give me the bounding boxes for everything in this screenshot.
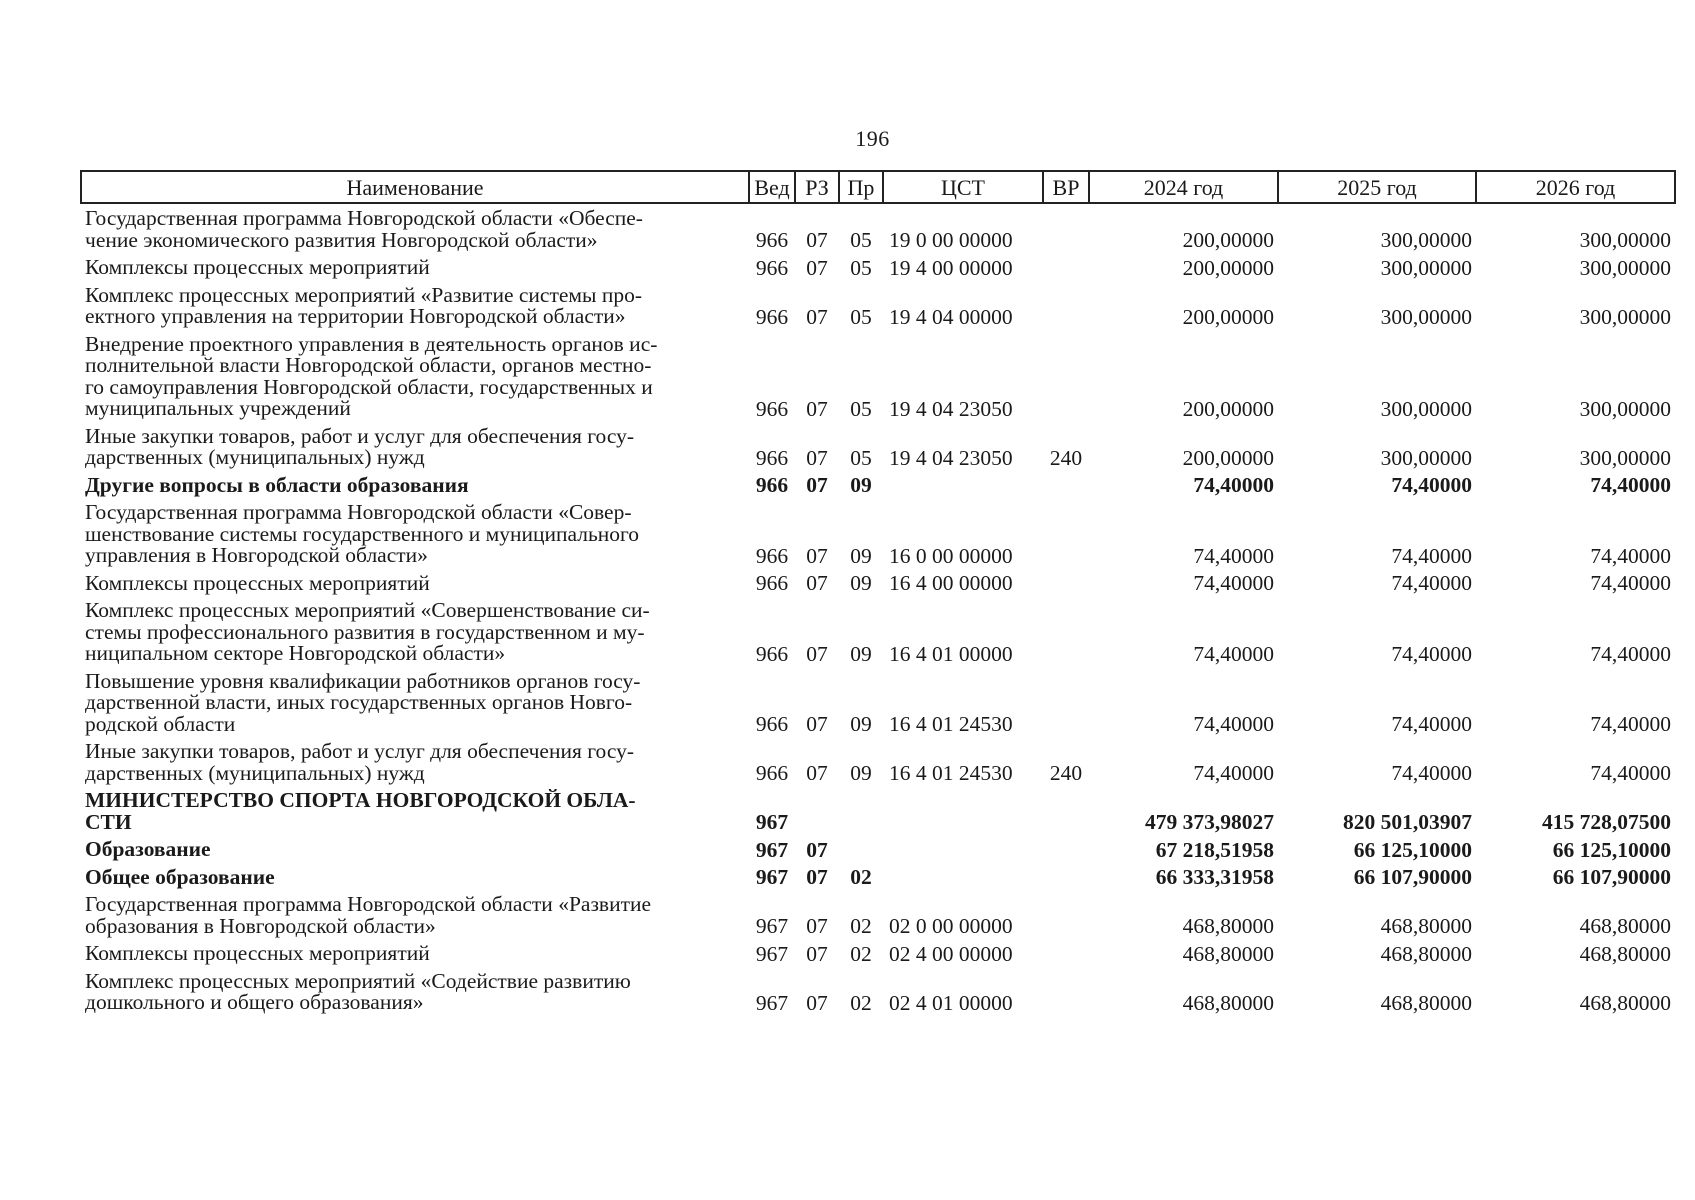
cell-ved: 966 — [755, 304, 789, 329]
table-row — [81, 281, 1675, 330]
cell-2026: 74,40000 — [1590, 641, 1671, 666]
cell-cst: 19 0 00 00000 — [889, 228, 1013, 252]
cell-cst: 02 4 00 00000 — [889, 941, 1013, 966]
cell-rz: 07 — [806, 865, 828, 889]
cell-name — [81, 890, 749, 939]
cell-2024: 74,40000 — [1193, 473, 1274, 497]
cell-2026: 300,00000 — [1579, 445, 1671, 470]
page-number: 196 — [855, 126, 890, 151]
cell-vr — [1043, 786, 1089, 835]
cell-2024: 200,00000 — [1182, 396, 1274, 421]
cell-ved: 966 — [755, 228, 789, 252]
cell-name-line: го самоуправления Новгородской области, государственных и — [85, 374, 653, 399]
table-row — [81, 471, 1675, 499]
cell-2026: 300,00000 — [1579, 255, 1671, 280]
cell-pr: 05 — [850, 445, 872, 470]
column-header-rz: РЗ — [795, 171, 839, 203]
cell-rz: 07 — [806, 571, 828, 595]
table-body — [81, 203, 1675, 1016]
cell-name-line: Государственная программа Новгородской области «Обеспе- — [85, 206, 643, 230]
cell-pr: 09 — [850, 761, 872, 785]
cell-name — [81, 498, 749, 569]
cell-vr: 240 — [1049, 761, 1083, 785]
cell-2024: 66 333,31958 — [1155, 865, 1274, 889]
cell-name-line: дарственных (муниципальных) нужд — [85, 445, 425, 469]
cell-name-line: Комплекс процессных мероприятий «Совершенствование си- — [85, 598, 650, 622]
cell-vr — [1043, 330, 1089, 422]
cell-vr: 240 — [1049, 445, 1083, 470]
cell-rz: 07 — [806, 255, 828, 280]
cell-ved: 966 — [755, 255, 789, 280]
cell-ved: 966 — [755, 761, 789, 785]
cell-2025: 74,40000 — [1391, 712, 1472, 736]
cell-cst: 16 4 01 24530 — [889, 761, 1013, 785]
cell-2026: 468,80000 — [1579, 941, 1671, 966]
cell-pr — [839, 786, 883, 835]
cell-vr — [1043, 967, 1089, 1016]
cell-2024: 468,80000 — [1182, 914, 1274, 938]
cell-cst: 16 4 00 00000 — [889, 571, 1013, 595]
cell-rz: 07 — [806, 761, 828, 785]
cell-2026: 74,40000 — [1590, 543, 1671, 568]
cell-name — [81, 863, 749, 891]
cell-name — [81, 596, 749, 667]
table-header-row — [81, 171, 1675, 203]
table-row — [81, 330, 1675, 422]
cell-2025: 300,00000 — [1380, 228, 1472, 252]
cell-2025: 300,00000 — [1380, 304, 1472, 329]
cell-2025: 74,40000 — [1391, 761, 1472, 785]
table-row — [81, 596, 1675, 667]
cell-name — [81, 967, 749, 1016]
cell-2025: 66 125,10000 — [1353, 837, 1472, 862]
table-row — [81, 569, 1675, 597]
cell-vr — [1043, 569, 1089, 597]
budget-table — [80, 170, 1676, 1016]
cell-pr: 05 — [850, 255, 872, 280]
cell-vr — [1043, 253, 1089, 281]
cell-2026: 74,40000 — [1590, 712, 1671, 736]
cell-name-line: СТИ — [85, 809, 132, 834]
cell-name — [81, 667, 749, 738]
cell-name-line: Иные закупки товаров, работ и услуг для обеспечения госу- — [85, 423, 634, 448]
cell-name-line: Образование — [85, 837, 211, 861]
cell-cst — [883, 471, 1043, 499]
cell-ved: 966 — [755, 712, 789, 736]
cell-name-line: ектного управления на территории Новгородской области» — [85, 304, 626, 328]
cell-cst: 16 4 01 24530 — [889, 712, 1013, 736]
table-row — [81, 863, 1675, 891]
cell-name — [81, 253, 749, 281]
table-row — [81, 890, 1675, 939]
cell-2024: 67 218,51958 — [1155, 837, 1274, 862]
cell-2026: 66 125,10000 — [1552, 837, 1671, 862]
cell-name-line: Комплексы процессных мероприятий — [85, 255, 430, 279]
cell-2025: 300,00000 — [1380, 445, 1472, 470]
cell-2024: 200,00000 — [1182, 228, 1274, 252]
cell-rz: 07 — [806, 712, 828, 736]
table-row — [81, 203, 1675, 253]
cell-ved: 967 — [755, 914, 789, 938]
cell-cst — [883, 863, 1043, 891]
column-header-ved: Вед — [749, 171, 795, 203]
cell-ved: 967 — [755, 865, 789, 889]
column-header-2026: 2026 год — [1476, 171, 1675, 203]
cell-2024: 468,80000 — [1182, 941, 1274, 966]
cell-name — [81, 203, 749, 253]
cell-2026: 74,40000 — [1590, 761, 1671, 785]
cell-vr — [1043, 498, 1089, 569]
cell-cst: 19 4 00 00000 — [889, 255, 1013, 280]
cell-name-line: управления в Новгородской области» — [85, 543, 428, 567]
cell-2025: 468,80000 — [1380, 990, 1472, 1015]
cell-cst — [883, 786, 1043, 835]
cell-pr: 05 — [850, 304, 872, 329]
cell-name — [81, 330, 749, 422]
cell-2024: 74,40000 — [1193, 712, 1274, 736]
cell-rz: 07 — [806, 396, 828, 421]
cell-cst: 02 4 01 00000 — [889, 990, 1013, 1015]
cell-pr: 09 — [850, 473, 872, 497]
cell-name-line: образования в Новгородской области» — [85, 913, 436, 938]
column-header-name: Наименование — [81, 171, 749, 203]
cell-2026: 415 728,07500 — [1542, 810, 1671, 834]
cell-2026: 468,80000 — [1579, 990, 1671, 1015]
cell-ved: 967 — [755, 810, 789, 834]
cell-rz: 07 — [806, 228, 828, 252]
cell-2025: 300,00000 — [1380, 255, 1472, 280]
cell-name-line: Комплекс процессных мероприятий «Развитие системы про- — [85, 282, 642, 307]
cell-2025: 468,80000 — [1380, 941, 1472, 966]
cell-name-line: дарственных (муниципальных) нужд — [85, 760, 425, 785]
cell-name — [81, 281, 749, 330]
cell-name-line: полнительной власти Новгородской области, органов местно- — [85, 353, 652, 377]
cell-vr — [1043, 281, 1089, 330]
cell-ved: 966 — [755, 445, 789, 470]
cell-2024: 74,40000 — [1193, 571, 1274, 595]
cell-ved: 967 — [755, 990, 789, 1015]
cell-name-line: Внедрение проектного управления в деятельность органов ис- — [85, 331, 658, 356]
cell-2026: 300,00000 — [1579, 396, 1671, 421]
cell-ved: 967 — [755, 837, 789, 862]
cell-name-line: МИНИСТЕРСТВО СПОРТА НОВГОРОДСКОЙ ОБЛА- — [85, 788, 636, 812]
cell-name — [81, 569, 749, 597]
cell-2025: 74,40000 — [1391, 473, 1472, 497]
cell-pr: 02 — [850, 941, 872, 966]
cell-2024: 74,40000 — [1193, 641, 1274, 666]
cell-vr — [1043, 835, 1089, 863]
cell-2025: 468,80000 — [1380, 914, 1472, 938]
cell-name-line: Другие вопросы в области образования — [85, 472, 469, 497]
column-header-pr: Пр — [839, 171, 883, 203]
cell-name-line: стемы профессионального развития в государственном и му- — [85, 619, 645, 644]
table-row — [81, 498, 1675, 569]
cell-2025: 300,00000 — [1380, 396, 1472, 421]
cell-name-line: Повышение уровня квалификации работников органов госу- — [85, 668, 641, 693]
cell-2025: 74,40000 — [1391, 543, 1472, 568]
cell-pr: 02 — [850, 865, 872, 889]
cell-2026: 468,80000 — [1579, 914, 1671, 938]
cell-pr: 09 — [850, 712, 872, 736]
cell-ved: 966 — [755, 473, 789, 497]
cell-name — [81, 471, 749, 499]
cell-rz: 07 — [806, 304, 828, 329]
cell-rz: 07 — [806, 641, 828, 666]
cell-2024: 200,00000 — [1182, 255, 1274, 280]
cell-rz: 07 — [806, 445, 828, 470]
cell-name-line: дошкольного и общего образования» — [85, 990, 424, 1014]
cell-vr — [1043, 667, 1089, 738]
cell-name-line: муниципальных учреждений — [85, 396, 351, 420]
cell-2026: 74,40000 — [1590, 571, 1671, 595]
column-header-2025: 2025 год — [1278, 171, 1476, 203]
cell-2024: 200,00000 — [1182, 445, 1274, 470]
cell-ved: 967 — [755, 941, 789, 966]
cell-cst: 19 4 04 00000 — [889, 304, 1013, 329]
cell-name-line: ниципальном секторе Новгородской области» — [85, 641, 506, 665]
cell-rz: 07 — [806, 990, 828, 1015]
table-row — [81, 667, 1675, 738]
cell-rz: 07 — [806, 914, 828, 938]
cell-2025: 74,40000 — [1391, 571, 1472, 595]
cell-2026: 300,00000 — [1579, 304, 1671, 329]
table-row — [81, 786, 1675, 835]
table-row — [81, 967, 1675, 1016]
cell-name-line: Государственная программа Новгородской области «Совер- — [85, 500, 632, 524]
cell-pr — [839, 835, 883, 863]
cell-name-line: Комплексы процессных мероприятий — [85, 570, 430, 595]
cell-2024: 74,40000 — [1193, 761, 1274, 785]
cell-vr — [1043, 596, 1089, 667]
cell-rz: 07 — [806, 837, 828, 862]
cell-2024: 479 373,98027 — [1145, 810, 1274, 834]
cell-name — [81, 939, 749, 967]
cell-name-line: родской области — [85, 711, 236, 736]
cell-vr — [1043, 890, 1089, 939]
cell-2024: 200,00000 — [1182, 304, 1274, 329]
cell-rz: 07 — [806, 941, 828, 966]
cell-ved: 966 — [755, 571, 789, 595]
cell-vr — [1043, 203, 1089, 253]
cell-2025: 74,40000 — [1391, 641, 1472, 666]
table-row — [81, 737, 1675, 786]
cell-cst: 02 0 00 00000 — [889, 914, 1013, 938]
cell-2024: 468,80000 — [1182, 990, 1274, 1015]
table-row — [81, 939, 1675, 967]
cell-cst: 16 0 00 00000 — [889, 543, 1013, 568]
cell-name-line: Комплекс процессных мероприятий «Содействие развитию — [85, 968, 631, 993]
cell-name — [81, 422, 749, 471]
table-row — [81, 253, 1675, 281]
cell-ved: 966 — [755, 641, 789, 666]
cell-name — [81, 737, 749, 786]
cell-name-line: чение экономического развития Новгородской области» — [85, 227, 598, 252]
cell-name-line: Общее образование — [85, 864, 275, 889]
cell-pr: 09 — [850, 543, 872, 568]
cell-name-line: Государственная программа Новгородской области «Развитие — [85, 892, 652, 916]
cell-rz: 07 — [806, 543, 828, 568]
cell-name-line: шенствование системы государственного и муниципального — [85, 521, 640, 546]
table-row — [81, 835, 1675, 863]
cell-name — [81, 786, 749, 835]
cell-pr: 05 — [850, 228, 872, 252]
cell-2026: 66 107,90000 — [1552, 865, 1671, 889]
cell-cst: 19 4 04 23050 — [889, 396, 1013, 421]
cell-ved: 966 — [755, 396, 789, 421]
table-row — [81, 422, 1675, 471]
cell-rz — [795, 786, 839, 835]
cell-2026: 74,40000 — [1590, 473, 1671, 497]
cell-name-line: Комплексы процессных мероприятий — [85, 941, 430, 965]
cell-2025: 66 107,90000 — [1353, 865, 1472, 889]
cell-name — [81, 835, 749, 863]
cell-2025: 820 501,03907 — [1343, 810, 1472, 834]
cell-vr — [1043, 863, 1089, 891]
cell-pr: 05 — [850, 396, 872, 421]
column-header-cst: ЦСТ — [883, 171, 1043, 203]
cell-2024: 74,40000 — [1193, 543, 1274, 568]
column-header-2024: 2024 год — [1089, 171, 1278, 203]
cell-2026: 300,00000 — [1579, 228, 1671, 252]
cell-rz: 07 — [806, 473, 828, 497]
cell-vr — [1043, 939, 1089, 967]
cell-pr: 09 — [850, 641, 872, 666]
cell-name-line: дарственной власти, иных государственных органов Новго- — [85, 690, 633, 714]
cell-cst: 19 4 04 23050 — [889, 445, 1013, 470]
cell-vr — [1043, 471, 1089, 499]
cell-pr: 09 — [850, 571, 872, 595]
cell-cst — [883, 835, 1043, 863]
cell-pr: 02 — [850, 990, 872, 1015]
cell-pr: 02 — [850, 914, 872, 938]
cell-name-line: Иные закупки товаров, работ и услуг для обеспечения госу- — [85, 739, 634, 763]
cell-ved: 966 — [755, 543, 789, 568]
column-header-vr: ВР — [1043, 171, 1089, 203]
cell-cst: 16 4 01 00000 — [889, 641, 1013, 666]
